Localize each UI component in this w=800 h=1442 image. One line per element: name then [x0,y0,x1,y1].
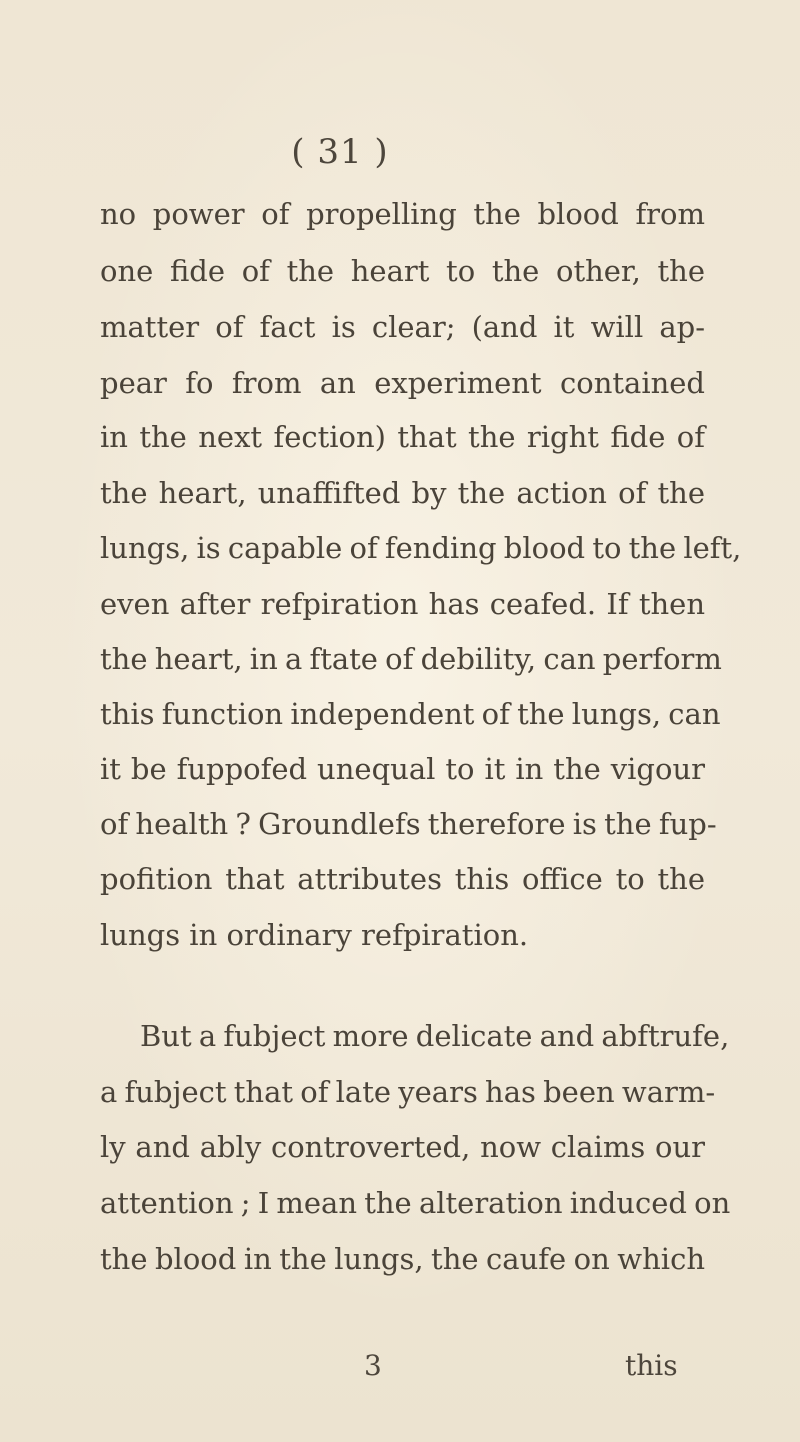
text-line-content: pofition that attributes this office to the [100,862,705,896]
text-line-content: lungs, is capable of fending blood to the left, [100,531,742,565]
text-line-content: matter of fact is clear; (and it will ap- [100,310,705,344]
text-line-content: a fubject that of late years has been warm- [100,1075,716,1109]
text-line-content: the heart, unaffifted by the action of the [100,476,705,510]
text-line-content: the heart, in a ftate of debility, can perform [100,642,722,676]
text-line-content: this function independent of the lungs, can [100,697,721,731]
text-line-content: no power of propelling the blood from [100,197,705,231]
page-number: ( 31 ) [291,132,389,172]
text-line-content: But a fubject more delicate and abftrufe, [140,1019,730,1053]
catchword: this [625,1349,678,1382]
text-line-content: one fide of the heart to the other, the [100,254,705,288]
text-line-content: even after refpiration has ceafed. If then [100,587,705,621]
text-line-content: the blood in the lungs, the caufe on which [100,1242,705,1276]
text-line-content: ly and ably controverted, now claims our [100,1130,705,1164]
text-line-content: it be fuppofed unequal to it in the vigour [100,752,705,786]
text-line-content: in the next fection) that the right fide of [100,420,705,454]
signature-mark: 3 [364,1349,382,1382]
text-line-content: pear fo from an experiment contained [100,366,705,400]
text-line-content: of health ? Groundlefs therefore is the fup- [100,807,717,841]
text-line-content: attention ; I mean the alteration induced on [100,1186,731,1220]
text-line-content: lungs in ordinary refpiration. [100,918,529,952]
